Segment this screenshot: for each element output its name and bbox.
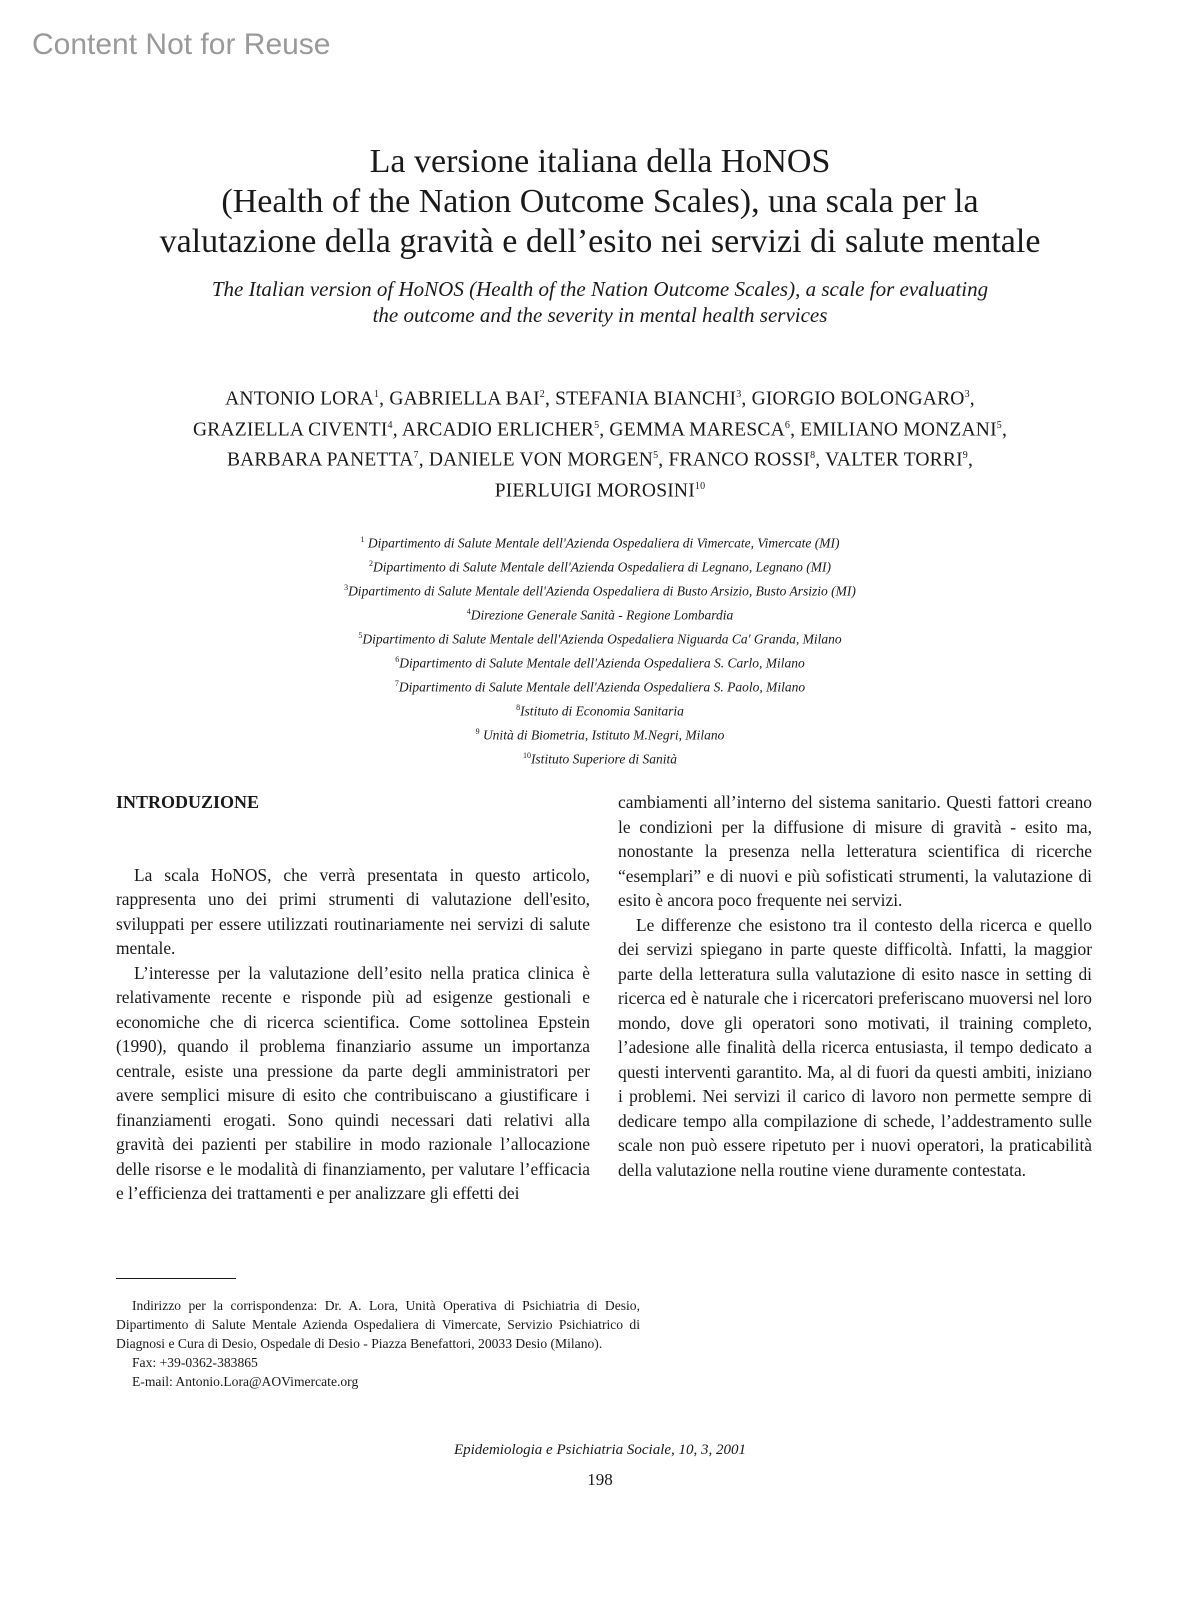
author-affiliation-mark: 3 [736,389,742,400]
affiliation [200,602,1000,626]
affiliation-text: Istituto di Economia Sanitaria [520,703,684,719]
body-paragraph: L’interesse per la valutazione dell’esito nella pratica clinica è relativamente recente e risponde più ad esigenze gestionali e economiche che di ricerca scientifica. Come sottolinea Epstein (1990), quando il problema finanziario assume un importanza centrale, esiste una pressione da parte degli amministratori per avere semplici misure di esito che contribuiscano a giustificare i finanziamenti erogati. Sono quindi necessari dati relativi alla gravità dei pazienti per stabilire in modo razionale l’allocazione delle risorse e le modalità di finanziamento, per valutare l’efficacia e l’efficienza dei trattamenti e per analizzare gli effetti dei [116,962,590,1203]
affiliation [200,554,1000,578]
author-affiliation-mark: 5 [996,419,1002,431]
affiliation [200,530,1000,554]
author-affiliation-mark: 5 [594,419,600,431]
paper-title [100,142,1100,262]
author-separator: , [418,449,429,471]
affiliation-mark: 2 [368,559,373,568]
author-line [100,443,1100,474]
affiliation-text: Unità di Biometria, Istituto M.Negri, Milano [482,727,725,743]
author-name: FRANCO ROSSI [668,449,811,471]
author-name: ANTONIO LORA [225,388,374,410]
author-affiliation-mark: 5 [653,450,659,461]
author-name: PIERLUIGI MOROSINI [494,480,695,501]
author-line [100,413,1100,444]
author-affiliation-mark: 2 [539,389,545,400]
author-separator: , [1001,419,1008,440]
affiliation [200,746,1000,770]
body-column-right [618,790,1092,1182]
affiliation-text: Dipartimento di Salute Mentale dell'Azienda Ospedaliera Niguarda Ca' Granda, Milano [362,631,842,647]
author-separator: , [815,449,826,471]
author-list [100,382,1100,504]
affiliation-text: Dipartimento di Salute Mentale dell'Azienda Ospedaliera di Busto Arsizio, Busto Arsizio (MI) [348,583,856,599]
affiliation [200,650,1000,674]
affiliation-text: Dipartimento di Salute Mentale dell'Azienda Ospedaliera S. Carlo, Milano [399,655,805,671]
author-separator: , [544,388,556,410]
affiliation-mark: 8 [516,703,521,712]
author-name: GRAZIELLA CIVENTI [192,419,388,440]
author-affiliation-mark: 3 [964,389,970,400]
author-name: VALTER TORRI [825,449,963,471]
affiliation-mark: 5 [358,631,363,640]
author-name: GIORGIO BOLONGARO [751,388,965,410]
author-name: DANIELE VON MORGEN [428,449,654,471]
author-affiliation-mark: 8 [810,450,816,461]
author-separator: , [379,388,390,410]
body-paragraph: Le differenze che esistono tra il contesto della ricerca e quello dei servizi spiegano in parte queste difficoltà. Infatti, la maggior parte della letteratura sulla valutazione di esito nasce in setting di ricerca ed è naturale che i ricercatori preferiscano muoversi nel loro mondo, dove gli operatori sono motivati, il training completo, l’adesione alle finalità della ricerca entusiasta, il tempo dedicato a questi interventi garantito. Ma, al di fuori da questi ambiti, iniziano i problemi. Nei servizi il carico di lavoro non permette sempre di dedicare tempo alla compilazione di schede, l’addestramento sulle scale non può essere ripetuto per i nuovi operatori, la praticabilità della valutazione nella routine viene duramente contestata. [618,914,1092,1180]
affiliation-mark: 4 [466,607,471,616]
author-affiliation-mark: 10 [694,480,706,492]
subtitle-line: the outcome and the severity in mental health services [372,303,828,327]
affiliation [200,626,1000,650]
title-line: La versione italiana della HoNOS [369,143,831,180]
english-subtitle [100,276,1100,328]
affiliation-mark: 10 [522,751,531,760]
author-affiliation-mark: 4 [387,419,393,431]
body-paragraph: cambiamenti all’interno del sistema sanitario. Questi fattori creano le condizioni per la diffusione di misure di gravità - esito ma, nonostante la presenza nella letteratura scientifica di ricerche “esemplari” e di nuovi e più sofisticati strumenti, la valutazione di esito è ancora poco frequente nei servizi. [618,792,1092,910]
affiliation-list [200,530,1000,770]
journal-citation: Epidemiologia e Psichiatria Sociale, 10, 3, 2001 [453,1442,747,1458]
affiliation [200,578,1000,602]
footnote-divider [116,1278,236,1279]
affiliation-text: Dipartimento di Salute Mentale dell'Azienda Ospedaliera di Legnano, Legnano (MI) [372,559,832,575]
affiliation-text: Istituto Superiore di Sanità [530,751,678,767]
author-separator: , [741,388,752,410]
correspondence-address: Indirizzo per la corrispondenza: Dr. A. Lora, Unità Operativa di Psichiatria di Desio, Dipartimento di Salute Mentale Azienda Ospedaliera di Vimercate, Servizio Psichiatrico di Diagnosi e Cura di Desio, Ospedale di Desio - Piazza Benefattori, 20033 Desio (Milano). [116,1298,640,1351]
body-paragraph: La scala HoNOS, che verrà presentata in questo articolo, rappresenta uno dei primi strumenti di valutazione dell'esito, sviluppati per essere utilizzati routinariamente nei servizi di salute mentale. [116,864,590,958]
author-separator: , [599,419,610,440]
affiliation-mark: 6 [395,655,400,664]
affiliation-text: Dipartimento di Salute Mentale dell'Azienda Ospedaliera di Vimercate, Vimercate (MI) [367,535,840,551]
author-separator: , [790,419,801,440]
author-name: BARBARA PANETTA [226,449,414,471]
correspondence-fax: Fax: +39-0362-383865 [132,1355,258,1370]
author-affiliation-mark: 7 [413,450,419,461]
author-name: GEMMA MARESCA [609,419,785,440]
watermark: Content Not for Reuse [32,28,331,61]
author-name: GABRIELLA BAI [389,388,540,410]
correspondence-email: E-mail: Antonio.Lora@AOVimercate.org [132,1374,359,1389]
author-separator: , [969,388,975,410]
author-name: EMILIANO MONZANI [800,419,997,440]
author-name: ARCADIO ERLICHER [401,419,595,440]
author-line [100,382,1100,413]
affiliation [200,722,1000,746]
author-separator: , [392,419,402,440]
section-heading: INTRODUZIONE [116,792,260,812]
author-separator: , [967,449,974,471]
affiliation-mark: 3 [344,583,349,592]
author-name: STEFANIA BIANCHI [555,388,737,410]
subtitle-line: The Italian version of HoNOS (Health of the Nation Outcome Scales), a scale for evaluating [211,277,989,301]
affiliation [200,674,1000,698]
author-affiliation-mark: 9 [962,450,968,461]
author-line [100,474,1100,505]
author-separator: , [658,449,669,471]
affiliation [200,698,1000,722]
affiliation-text: Dipartimento di Salute Mentale dell'Azienda Ospedaliera S. Paolo, Milano [398,679,806,695]
affiliation-mark: 7 [394,679,399,688]
title-line: valutazione della gravità e dell’esito nei servizi di salute mentale [159,223,1041,260]
author-affiliation-mark: 1 [373,389,380,400]
title-line: (Health of the Nation Outcome Scales), una scala per la [221,183,979,220]
affiliation-mark: 9 [475,727,480,736]
affiliation-text: Direzione Generale Sanità - Regione Lombardia [470,607,734,623]
page-number: 198 [587,1470,613,1489]
correspondence-footnote [116,1296,640,1391]
author-affiliation-mark: 6 [784,419,791,431]
affiliation-mark: 1 [360,535,365,544]
body-column-left [116,790,590,1206]
